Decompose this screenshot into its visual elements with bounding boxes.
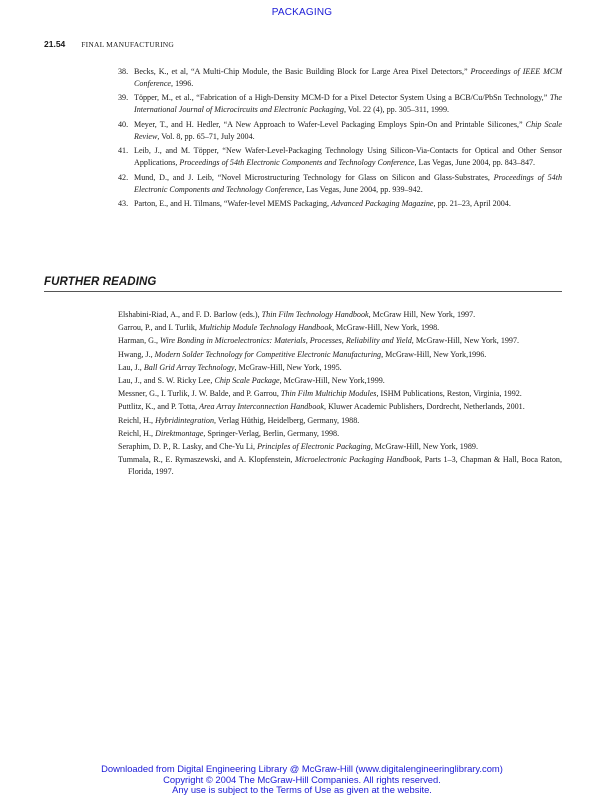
- further-reading-item: [118, 375, 562, 386]
- footer-terms: Any use is subject to the Terms of Use as given at the website.: [172, 784, 432, 796]
- reference-source: Advanced Packaging Magazine: [331, 199, 434, 209]
- reference-item: [118, 92, 562, 115]
- reference-item: [118, 119, 562, 142]
- further-reading-item: [118, 335, 562, 346]
- further-reading-title: Chip Scale Package: [214, 376, 280, 386]
- further-reading-text: Lau, J.,: [118, 362, 144, 372]
- further-reading-details: , McGraw-Hill, New York, 1989.: [370, 442, 478, 452]
- reference-text: Leib, J., and M. Töpper, “New Wafer-Level-Packaging Technology Using Silicon-Via-Contacts for Optical and Other Sensor Applications,: [134, 146, 562, 168]
- further-reading-title: Direktmontage: [155, 428, 204, 438]
- further-reading-item: [118, 388, 562, 399]
- further-reading-title: Wire Bonding in Microelectronics: Materials, Processes, Reliability and Yield: [160, 336, 412, 346]
- footer-notice: [0, 764, 604, 796]
- footer-download-link[interactable]: Downloaded from Digital Engineering Library @ McGraw-Hill (www.digitalengineeringlibrary.com): [101, 763, 503, 774]
- further-reading-text: Elshabini-Riad, A., and F. D. Barlow (eds.),: [118, 310, 262, 319]
- further-reading-title: Multichip Module Technology Handbook: [198, 323, 332, 333]
- reference-item: [118, 172, 562, 195]
- further-reading-item: [118, 309, 562, 320]
- further-reading-item: [118, 428, 562, 439]
- footer-copyright: Copyright © 2004 The McGraw-Hill Companies. All rights reserved.: [163, 773, 441, 785]
- further-reading-details: , McGraw-Hill, New York, 1997.: [411, 336, 520, 346]
- further-reading-text: Puttlitz, K., and P. Totta,: [118, 402, 200, 412]
- reference-details: , Vol. 8, pp. 65–71, July 2004.: [157, 131, 255, 141]
- reference-item: [118, 66, 562, 89]
- reference-number: 41.: [118, 146, 129, 156]
- reference-text: Becks, K., et al, “A Multi-Chip Module, the Basic Building Block for Large Area Pixel Detectors,”: [134, 67, 471, 76]
- reference-source: Proceedings of 54th Electronic Components and Technology Conference: [134, 172, 563, 194]
- reference-source: Proceedings of 54th Electronic Components and Technology Conference: [179, 158, 415, 168]
- page-number: 21.54: [44, 39, 66, 49]
- top-banner: PACKAGING: [271, 7, 333, 18]
- further-reading-text: Reichl, H.,: [118, 428, 156, 438]
- reference-number: 38.: [118, 67, 129, 76]
- further-reading-text: Garrou, P., and I. Turlik,: [118, 323, 199, 333]
- further-reading-details: , Kluwer Academic Publishers, Dordrecht, Netherlands, 2001.: [324, 402, 525, 412]
- reference-source: Proceedings of IEEE MCM Conference: [134, 67, 562, 88]
- further-reading-details: , Verlag Hüthig, Heidelberg, Germany, 1988.: [214, 415, 360, 425]
- section-divider: [44, 291, 562, 292]
- reference-list: [118, 66, 562, 213]
- further-reading-title: Principles of Electronic Packaging: [257, 442, 371, 452]
- reference-text: Parton, E., and H. Tilmans, “Wafer-level MEMS Packaging,: [134, 199, 332, 209]
- further-reading-text: Reichl, H.,: [118, 415, 156, 425]
- further-reading-title: Thin Film Multichip Modules: [280, 389, 377, 399]
- further-reading-title: Thin Film Technology Handbook: [261, 310, 369, 319]
- further-reading-details: , McGraw Hill, New York, 1997.: [368, 310, 476, 319]
- further-reading-text: Hwang, J.,: [118, 349, 155, 359]
- further-reading-list: [118, 309, 562, 479]
- further-reading-details: , McGraw-Hill, New York,1999.: [279, 376, 385, 386]
- further-reading-details: , Springer-Verlag, Berlin, Germany, 1998.: [203, 428, 340, 438]
- further-reading-text: Tummala, R., E. Rymaszewski, and A. Klopfenstein,: [118, 455, 296, 465]
- reference-number: 42.: [118, 172, 129, 182]
- reference-item: [118, 145, 562, 168]
- further-reading-item: [118, 362, 562, 373]
- reference-details: , 1996.: [171, 78, 194, 88]
- further-reading-item: [118, 441, 562, 452]
- further-reading-title: Area Array Interconnection Handbook: [199, 402, 325, 412]
- further-reading-details: , McGraw-Hill, New York, 1995.: [234, 362, 342, 372]
- further-reading-details: , ISHM Publications, Reston, Virginia, 1992.: [376, 389, 522, 399]
- further-reading-details: , McGraw-Hill, New York, 1998.: [331, 323, 440, 333]
- further-reading-text: Seraphim, D. P., R. Lasky, and Che-Yu Li,: [118, 442, 258, 452]
- further-reading-item: [118, 415, 562, 426]
- further-reading-item: [118, 454, 562, 477]
- reference-source: Chip Scale Review: [134, 119, 562, 141]
- reference-number: 43.: [118, 199, 129, 209]
- further-reading-text: Lau, J., and S. W. Ricky Lee,: [118, 376, 215, 386]
- reference-source: The International Journal of Microcircuits and Electronic Packaging: [134, 93, 562, 115]
- reference-text: Mund, D., and J. Leib, “Novel Microstructuring Technology for Glass on Silicon and Glass-Substrates,: [134, 172, 494, 182]
- further-reading-title: Ball Grid Array Technology: [143, 362, 235, 372]
- further-reading-item: [118, 349, 562, 360]
- reference-number: 39.: [118, 93, 129, 103]
- reference-details: , Las Vegas, June 2004, pp. 939–942.: [302, 184, 423, 194]
- reference-number: 40.: [118, 119, 129, 129]
- further-reading-details: , McGraw-Hill, New York,1996.: [381, 349, 487, 359]
- reference-details: , Las Vegas, June 2004, pp. 843–847.: [414, 158, 536, 168]
- reference-details: , pp. 21–23, April 2004.: [433, 199, 511, 209]
- further-reading-text: Messner, G., I. Turlik, J. W. Balde, and P. Garrou,: [118, 389, 281, 399]
- chapter-title: FINAL MANUFACTURING: [81, 40, 175, 49]
- further-reading-text: Harman, G.,: [118, 336, 161, 346]
- reference-text: Meyer, T., and H. Hedler, “A New Approach to Wafer-Level Packaging Employs Spin-On and Printable Silicones,”: [134, 119, 526, 129]
- section-heading: FURTHER READING: [44, 276, 157, 288]
- reference-details: , Vol. 22 (4), pp. 305–311, 1999.: [343, 105, 450, 115]
- further-reading-title: Hybridintegration: [155, 415, 214, 425]
- running-head: [44, 39, 174, 49]
- further-reading-item: [118, 322, 562, 333]
- further-reading-item: [118, 401, 562, 412]
- further-reading-title: Modern Solder Technology for Competitive Electronic Manufacturing: [154, 349, 382, 359]
- further-reading-details: , Parts 1–3, Chapman & Hall, Boca Raton, Florida, 1997.: [128, 455, 562, 476]
- further-reading-title: Microelectronic Packaging Handbook: [295, 455, 421, 465]
- reference-item: [118, 198, 562, 210]
- reference-text: Töpper, M., et al., “Fabrication of a High-Density MCM-D for a Pixel Detector System Using a BCB/Cu/PbSn Technology,”: [134, 93, 550, 103]
